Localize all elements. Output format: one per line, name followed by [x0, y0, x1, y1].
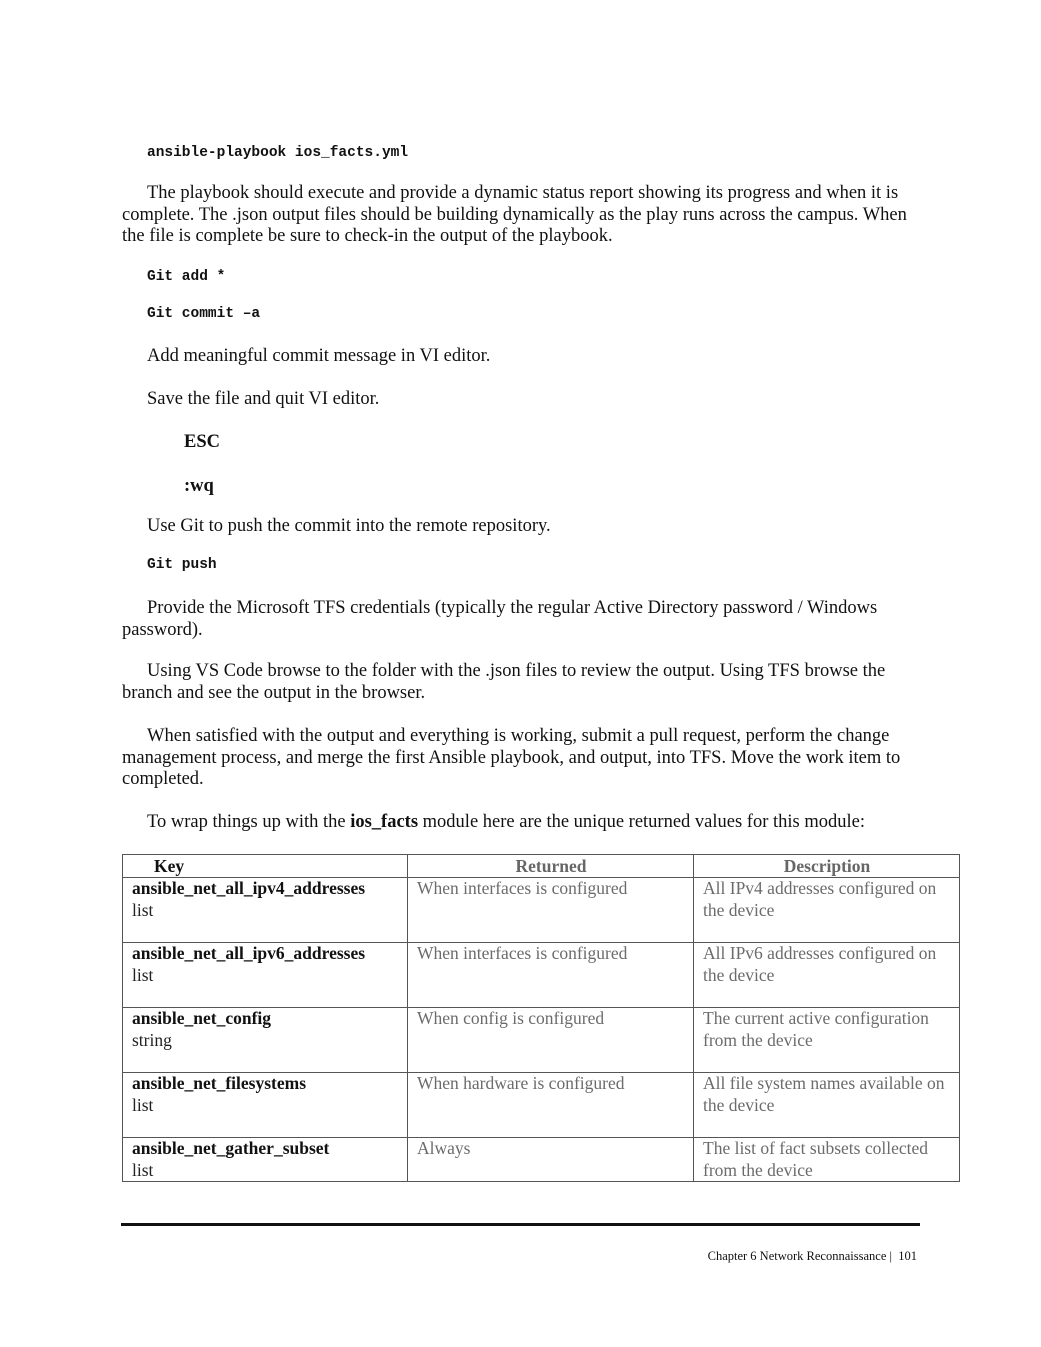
- command-git-push: Git push: [147, 557, 217, 573]
- cell-key: [123, 878, 408, 943]
- cell-returned: When hardware is configured: [408, 1073, 694, 1138]
- table-row: [123, 1138, 960, 1182]
- command-ansible-playbook: ansible-playbook ios_facts.yml: [147, 145, 409, 161]
- footer-rule: [121, 1223, 920, 1226]
- paragraph-vscode: Using VS Code browse to the folder with the .json files to review the output. Using TFS browse the branch and see the output in the browser.: [122, 661, 886, 703]
- paragraph-credentials: Provide the Microsoft TFS credentials (typically the regular Active Directory password / Windows password).: [122, 598, 878, 640]
- key-type: list: [132, 1094, 154, 1115]
- key-type: string: [132, 1029, 172, 1050]
- key-name: ansible_net_config: [132, 1008, 272, 1028]
- cell-description: The current active configuration from the device: [694, 1008, 960, 1073]
- page-number: 101: [898, 1249, 917, 1263]
- cell-returned: When interfaces is configured: [408, 943, 694, 1008]
- line-commit-message: Add meaningful commit message in VI editor.: [147, 346, 491, 366]
- key-name: ansible_net_all_ipv4_addresses: [132, 878, 366, 898]
- line-save-quit: Save the file and quit VI editor.: [147, 389, 380, 409]
- table-row: [123, 1008, 960, 1073]
- table-row: [123, 943, 960, 1008]
- line-wrap-up: [147, 812, 865, 833]
- cell-key: [123, 943, 408, 1008]
- cell-returned: When config is configured: [408, 1008, 694, 1073]
- header-description: Description: [694, 855, 960, 878]
- key-name: ansible_net_filesystems: [132, 1073, 307, 1093]
- cell-returned: When interfaces is configured: [408, 878, 694, 943]
- paragraph-playbook-execute: The playbook should execute and provide a dynamic status report showing its progress and when it is complete. The .json output files should be building dynamically as the play runs across the campus. When the file is complete be sure to check-in the output of the playbook.: [122, 183, 907, 246]
- footer-chapter: Chapter 6 Network Reconnaissance |: [707, 1249, 892, 1263]
- cell-description: All IPv6 addresses configured on the device: [694, 943, 960, 1008]
- paragraph-satisfied: When satisfied with the output and everything is working, submit a pull request, perform the change management process, and merge the first Ansible playbook, and output, into TFS. Move the work item to completed.: [122, 726, 901, 789]
- key-type: list: [132, 899, 154, 920]
- key-wq: :wq: [184, 476, 214, 496]
- table-header-row: [123, 855, 960, 878]
- wrap-module-name: ios_facts: [350, 812, 419, 832]
- wrap-text-post: module here are the unique returned values for this module:: [418, 812, 865, 832]
- header-returned: Returned: [408, 855, 694, 878]
- cell-description: All file system names available on the device: [694, 1073, 960, 1138]
- cell-description: All IPv4 addresses configured on the device: [694, 878, 960, 943]
- key-name: ansible_net_gather_subset: [132, 1138, 330, 1158]
- key-type: list: [132, 1159, 154, 1180]
- page-footer: [708, 1249, 917, 1264]
- header-key: Key: [123, 855, 408, 878]
- cell-key: [123, 1008, 408, 1073]
- key-esc: ESC: [184, 432, 220, 452]
- command-git-add: Git add *: [147, 269, 226, 285]
- table-row: [123, 878, 960, 943]
- wrap-text-pre: To wrap things up with the: [147, 812, 351, 832]
- command-git-commit: Git commit –a: [147, 306, 261, 322]
- key-type: list: [132, 964, 154, 985]
- cell-key: [123, 1073, 408, 1138]
- cell-description: The list of fact subsets collected from the device: [694, 1138, 960, 1182]
- returned-values-table: [122, 854, 960, 1182]
- key-name: ansible_net_all_ipv6_addresses: [132, 943, 366, 963]
- table-row: [123, 1073, 960, 1138]
- cell-key: [123, 1138, 408, 1182]
- line-push-intro: Use Git to push the commit into the remote repository.: [147, 516, 551, 536]
- cell-returned: Always: [408, 1138, 694, 1182]
